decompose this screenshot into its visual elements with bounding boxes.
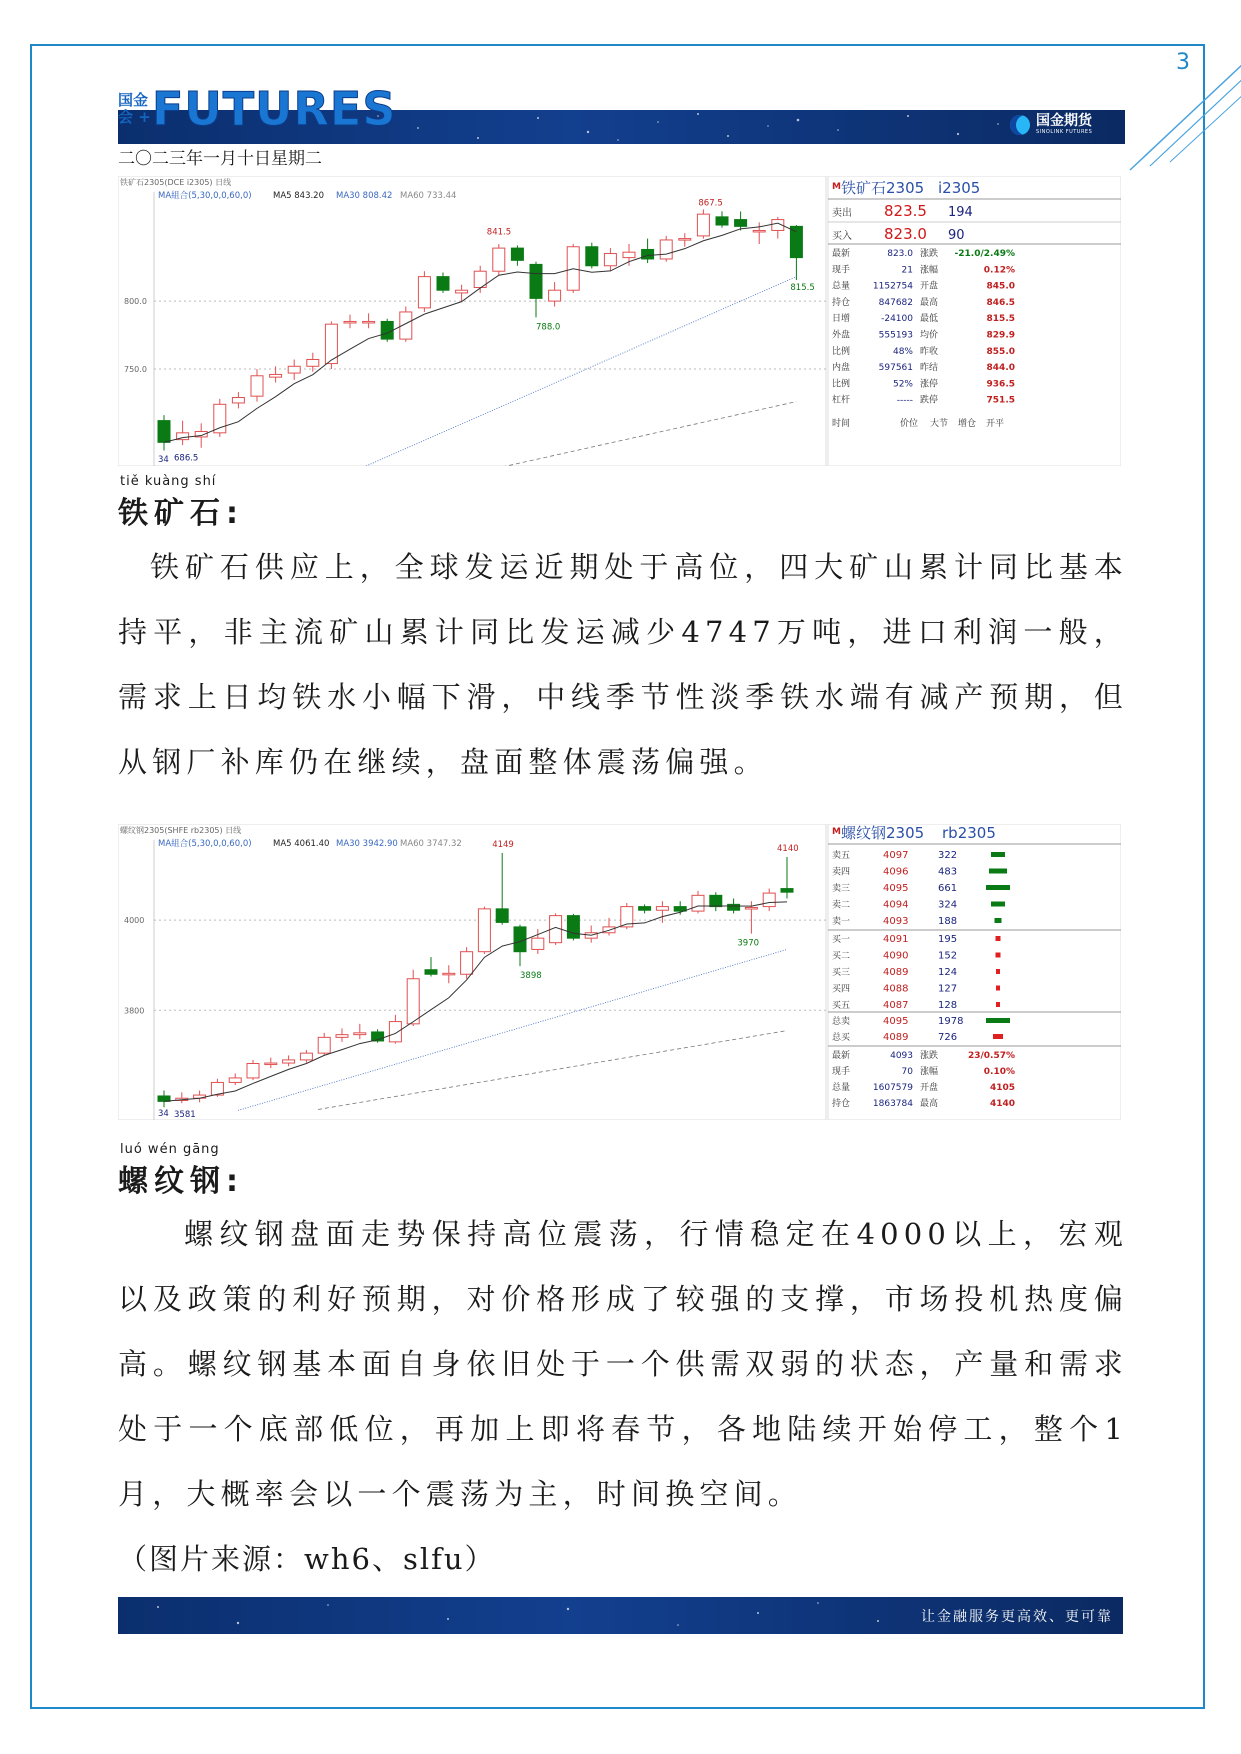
iron-ore-chart: [118, 176, 1121, 466]
y-tick-label: 750.0: [124, 364, 147, 374]
candle-body: [425, 970, 437, 975]
ma30-label: MA30 3942.90: [336, 839, 398, 849]
order-book-price: 4087: [883, 1000, 909, 1011]
order-total-bar: [986, 1018, 1010, 1023]
order-book-volume: 661: [938, 883, 958, 894]
rebar-heading: 螺纹钢:: [118, 1164, 244, 1199]
quote-row-label: 比例: [832, 379, 851, 390]
order-total-volume: 726: [938, 1032, 958, 1043]
quote-row-value: -----: [896, 395, 913, 406]
candle-body: [418, 277, 430, 308]
candle-body: [283, 1060, 295, 1063]
sell-volume: 194: [948, 205, 973, 220]
quote-row-label: 昨收: [920, 346, 939, 357]
quote-row-value: 1863784: [872, 1099, 913, 1109]
quote-row-value: 829.9: [986, 330, 1015, 341]
candle-body: [660, 240, 672, 259]
order-book-bar: [995, 918, 1002, 923]
quote-row-value: -24100: [881, 314, 913, 325]
candle-body: [781, 889, 793, 893]
quote-row-value: 1152754: [872, 281, 913, 292]
chart-title: 螺纹钢2305(SHFE rb2305) 日线: [120, 826, 242, 835]
order-book-volume: 128: [938, 1000, 958, 1011]
order-total-label: 总买: [832, 1033, 851, 1043]
ma-label: MA組合(5,30,0,0,60,0): [158, 191, 252, 201]
sinolink-cn: 国金期货: [1036, 113, 1092, 129]
candle-body: [604, 254, 616, 266]
order-total-volume: 1978: [938, 1016, 964, 1027]
quote-row-label: 涨跌: [920, 1051, 939, 1061]
quote-row-label: 跌停: [920, 395, 939, 406]
candle-body: [623, 252, 635, 257]
quote-row-value: 846.5: [986, 297, 1015, 308]
quote-row-value: 70: [901, 1067, 913, 1077]
quote-row-value: 4093: [890, 1051, 913, 1061]
order-total-price: 4095: [883, 1016, 909, 1027]
y-tick-label: 4000: [124, 916, 145, 926]
quote-row-value: 23/0.57%: [967, 1051, 1015, 1061]
quote-row-value: 21: [901, 265, 913, 276]
candle-body: [389, 1022, 401, 1042]
quote-row-label: 涨跌: [920, 249, 939, 259]
iron-ore-text: 铁矿石供应上，全球发运近期处于高位，四大矿山累计同比基本持平，非主流矿山累计同比发运减少4747万吨，进口利润一般，需求上日均铁水小幅下滑，中线季节性淡季铁水端有减产预期，但从钢厂补库仍在继续，盘面整体震荡偏强。: [118, 550, 1128, 779]
market-mark: M: [832, 827, 841, 837]
candle-body: [300, 1053, 312, 1060]
quote-row-label: 涨停: [920, 379, 939, 390]
order-book-bar: [996, 969, 1000, 974]
quote-row-value: 48%: [892, 346, 913, 357]
candle-body: [214, 404, 226, 433]
order-book-volume: 322: [938, 850, 958, 861]
quote-code: i2305: [938, 179, 981, 197]
candle-body: [232, 398, 244, 403]
y-tick-label: 800.0: [124, 297, 147, 307]
buy-price: 823.0: [884, 225, 927, 243]
quote-code: rb2305: [942, 824, 996, 842]
footer-slogan: 让金融服务更高效、更可靠: [921, 1609, 1113, 1625]
quote-row-value: 936.5: [986, 379, 1015, 390]
ma60-label: MA60 733.44: [400, 191, 457, 201]
price-annotation: 841.5: [486, 227, 512, 238]
quote-row-value: 823.0: [887, 249, 913, 259]
order-total-price: 4089: [883, 1032, 909, 1043]
order-book-bar: [996, 936, 1001, 941]
sinolink-logo: [1010, 114, 1092, 135]
quote-symbol: 螺纹钢2305: [841, 824, 925, 842]
order-total-label: 总卖: [832, 1017, 851, 1027]
price-annotation: 3898: [520, 971, 542, 982]
order-book-price: 4090: [883, 950, 909, 962]
iron-ore-paragraph: [118, 535, 1128, 795]
candle-body: [437, 277, 449, 291]
candle-body: [496, 909, 508, 923]
candle-body: [363, 321, 375, 323]
candle-body: [407, 979, 419, 1024]
candle-body: [586, 247, 598, 266]
candle-body: [710, 895, 722, 906]
quote-row-label: 总量: [832, 281, 851, 292]
tick-column-header: 大节: [930, 419, 949, 429]
quote-row-value: 555193: [878, 330, 913, 341]
order-book-price: 4091: [883, 934, 909, 945]
order-book-label: 买二: [832, 951, 851, 962]
price-annotation: 867.5: [698, 198, 723, 209]
chart-title: 铁矿石2305(DCE i2305) 日线: [120, 178, 232, 187]
candle-body: [456, 290, 468, 293]
price-annotation: 3581: [174, 1110, 196, 1120]
y-tick-label: 3800: [124, 1006, 145, 1016]
order-book-price: 4097: [883, 850, 909, 861]
tick-column-header: 价位: [900, 419, 919, 429]
quote-row-value: 4140: [989, 1099, 1015, 1109]
bar-count-label: 34: [158, 1109, 169, 1119]
quote-row-label: 现手: [832, 265, 851, 276]
quote-row-value: 0.12%: [983, 265, 1015, 276]
candle-body: [270, 374, 282, 377]
page-number: 3: [1176, 50, 1190, 75]
order-book-price: 4088: [883, 983, 909, 995]
order-book-label: 买五: [832, 1001, 851, 1011]
order-book-price: 4089: [883, 967, 909, 978]
order-book-bar: [996, 1002, 1000, 1007]
quote-row-value: 4105: [989, 1083, 1015, 1093]
quote-row-label: 外盘: [832, 330, 851, 341]
candle-body: [790, 226, 802, 257]
quote-row-label: 均价: [920, 330, 939, 341]
market-mark: M: [832, 182, 841, 192]
iron-ore-chart-svg: [118, 176, 1121, 466]
rebar-chart: [118, 824, 1121, 1120]
quote-row-value: -21.0/2.49%: [954, 249, 1015, 259]
candle-body: [318, 1037, 330, 1053]
price-annotation: 4149: [492, 839, 514, 850]
quote-row-label: 开盘: [920, 1083, 939, 1093]
buy-label: 买入: [832, 231, 852, 242]
ma30-label: MA30 808.42: [336, 191, 393, 201]
candle-body: [247, 1064, 259, 1078]
iron-ore-heading: 铁矿石:: [118, 496, 244, 531]
quote-row-label: 比例: [832, 346, 851, 357]
candle-body: [229, 1078, 241, 1083]
candle-body: [567, 916, 579, 939]
order-book-bar: [989, 869, 1007, 874]
candle-body: [288, 366, 300, 373]
candle-body: [530, 264, 542, 298]
quote-row-label: 最新: [832, 1051, 851, 1061]
quote-row-label: 开盘: [920, 281, 939, 292]
quote-panel: [828, 824, 1121, 1120]
order-book-price: 4096: [883, 866, 909, 878]
quote-row-value: 815.5: [986, 314, 1015, 325]
quote-row-value: 597561: [878, 363, 913, 374]
ma5-label: MA5 4061.40: [273, 839, 330, 849]
quote-row-value: 52%: [892, 379, 913, 390]
candle-body: [728, 904, 740, 910]
quote-row-label: 现手: [832, 1067, 851, 1077]
tick-column-header: 开平: [986, 419, 1005, 429]
rebar-chart-svg: [118, 824, 1121, 1120]
candle-body: [642, 249, 654, 259]
quote-row-label: 内盘: [832, 363, 851, 374]
candle-body: [461, 952, 473, 975]
candle-body: [493, 248, 505, 271]
order-book-price: 4095: [883, 883, 909, 894]
price-annotation: 4140: [777, 844, 799, 855]
candle-body: [158, 421, 170, 443]
quote-symbol: 铁矿石2305: [841, 179, 925, 197]
price-annotation: 3970: [737, 938, 760, 949]
order-book-volume: 195: [938, 934, 958, 945]
order-book-price: 4093: [883, 916, 909, 927]
order-book-volume: 324: [938, 899, 958, 911]
candle-body: [763, 893, 775, 907]
brand-en: FUTURES: [152, 82, 397, 136]
candle-body: [745, 908, 757, 910]
order-book-price: 4094: [883, 899, 909, 911]
sinolink-logo-icon: [1010, 115, 1030, 135]
candle-body: [692, 895, 704, 911]
order-book-label: 卖二: [832, 900, 851, 911]
footer-banner: [118, 1597, 1123, 1634]
order-book-bar: [991, 852, 1005, 857]
price-annotation: 788.0: [536, 322, 561, 333]
candle-body: [336, 1035, 348, 1038]
report-date: 二〇二三年一月十日星期二: [118, 149, 322, 169]
candle-body: [443, 973, 455, 975]
price-annotation: 686.5: [174, 453, 199, 464]
candle-body: [716, 217, 728, 225]
candle-body: [354, 1033, 366, 1035]
quote-row-label: 总量: [832, 1083, 851, 1093]
sinolink-en: SINOLINK FUTURES: [1036, 129, 1093, 135]
quote-row-label: 最低: [920, 314, 939, 325]
quote-row-label: 日增: [832, 314, 851, 325]
candle-body: [735, 220, 747, 227]
order-book-label: 买一: [832, 935, 851, 945]
tick-column-header: 增仓: [958, 419, 977, 429]
ma60-label: MA60 3747.32: [400, 839, 462, 849]
iron-ore-pinyin: tiě kuàng shí: [120, 474, 217, 489]
order-book-label: 买四: [832, 984, 851, 995]
candle-body: [549, 290, 561, 301]
order-book-bar: [996, 953, 1001, 958]
order-book-volume: 483: [938, 866, 958, 878]
ma5-label: MA5 843.20: [273, 191, 324, 201]
order-book-label: 卖一: [832, 917, 851, 927]
sell-price: 823.5: [884, 202, 927, 220]
candle-body: [251, 376, 263, 396]
quote-row-value: 751.5: [986, 395, 1015, 406]
order-total-bar: [993, 1034, 1003, 1039]
quote-row-value: 847682: [878, 297, 913, 308]
quote-row-label: 昨结: [920, 363, 939, 374]
brand-logo: [118, 82, 397, 136]
order-book-label: 买三: [832, 968, 851, 978]
order-book-label: 卖四: [832, 867, 851, 878]
order-book-label: 卖三: [832, 884, 851, 894]
quote-row-value: 1607579: [872, 1083, 913, 1093]
rebar-pinyin: luó wén gāng: [120, 1142, 220, 1157]
order-book-bar: [991, 902, 1005, 907]
order-book-bar: [996, 986, 1000, 991]
order-book-volume: 152: [938, 950, 958, 962]
quote-row-value: 844.0: [986, 363, 1015, 374]
rebar-text: 螺纹钢盘面走势保持高位震荡，行情稳定在4000以上，宏观以及政策的利好预期，对价格形成了较强的支撑，市场投机热度偏高。螺纹钢基本面自身依旧处于一个供需双弱的状态，产量和需求处于一个底部低位，再加上即将春节，各地陆续开始停工，整个1月，大概率会以一个震荡为主，时间换空间。: [118, 1217, 1128, 1511]
candle-body: [344, 321, 356, 323]
candle-body: [639, 907, 651, 911]
order-book-label: 卖五: [832, 851, 851, 861]
order-book-volume: 188: [938, 916, 958, 927]
quote-row-value: 845.0: [986, 281, 1015, 292]
quote-row-label: 最高: [920, 1099, 939, 1109]
tick-column-header: 时间: [832, 419, 851, 429]
candle-body: [697, 214, 709, 236]
quote-row-value: 0.10%: [983, 1067, 1015, 1077]
sell-label: 卖出: [832, 208, 852, 219]
quote-row-label: 杠杆: [832, 395, 851, 406]
candle-body: [265, 1063, 277, 1065]
candle-body: [478, 909, 490, 952]
candle-body: [511, 248, 523, 260]
ma-label: MA組合(5,30,0,0,60,0): [158, 839, 252, 849]
order-book-bar: [986, 885, 1010, 890]
price-annotation: 815.5: [790, 283, 815, 294]
order-book-volume: 124: [938, 967, 958, 978]
image-source-note: （图片来源：wh6、slfu）: [118, 1542, 496, 1576]
quote-row-label: 涨幅: [920, 265, 939, 276]
quote-row-label: 最高: [920, 297, 939, 308]
quote-row-label: 涨幅: [920, 1067, 939, 1077]
buy-volume: 90: [948, 228, 965, 243]
quote-row-label: 持仓: [832, 297, 851, 308]
candle-body: [656, 907, 668, 911]
quote-row-label: 持仓: [832, 1099, 851, 1109]
candle-body: [514, 927, 526, 952]
brand-cn: 国金 会 +: [118, 91, 151, 126]
quote-row-label: 最新: [832, 249, 851, 259]
candle-body: [307, 359, 319, 366]
order-book-volume: 127: [938, 983, 958, 995]
candle-body: [679, 239, 691, 241]
candle-body: [381, 321, 393, 339]
quote-row-value: 855.0: [986, 346, 1015, 357]
rebar-paragraph: [118, 1202, 1128, 1592]
bar-count-label: 34: [158, 455, 169, 465]
candle-body: [532, 938, 544, 949]
candle-body: [753, 230, 765, 232]
